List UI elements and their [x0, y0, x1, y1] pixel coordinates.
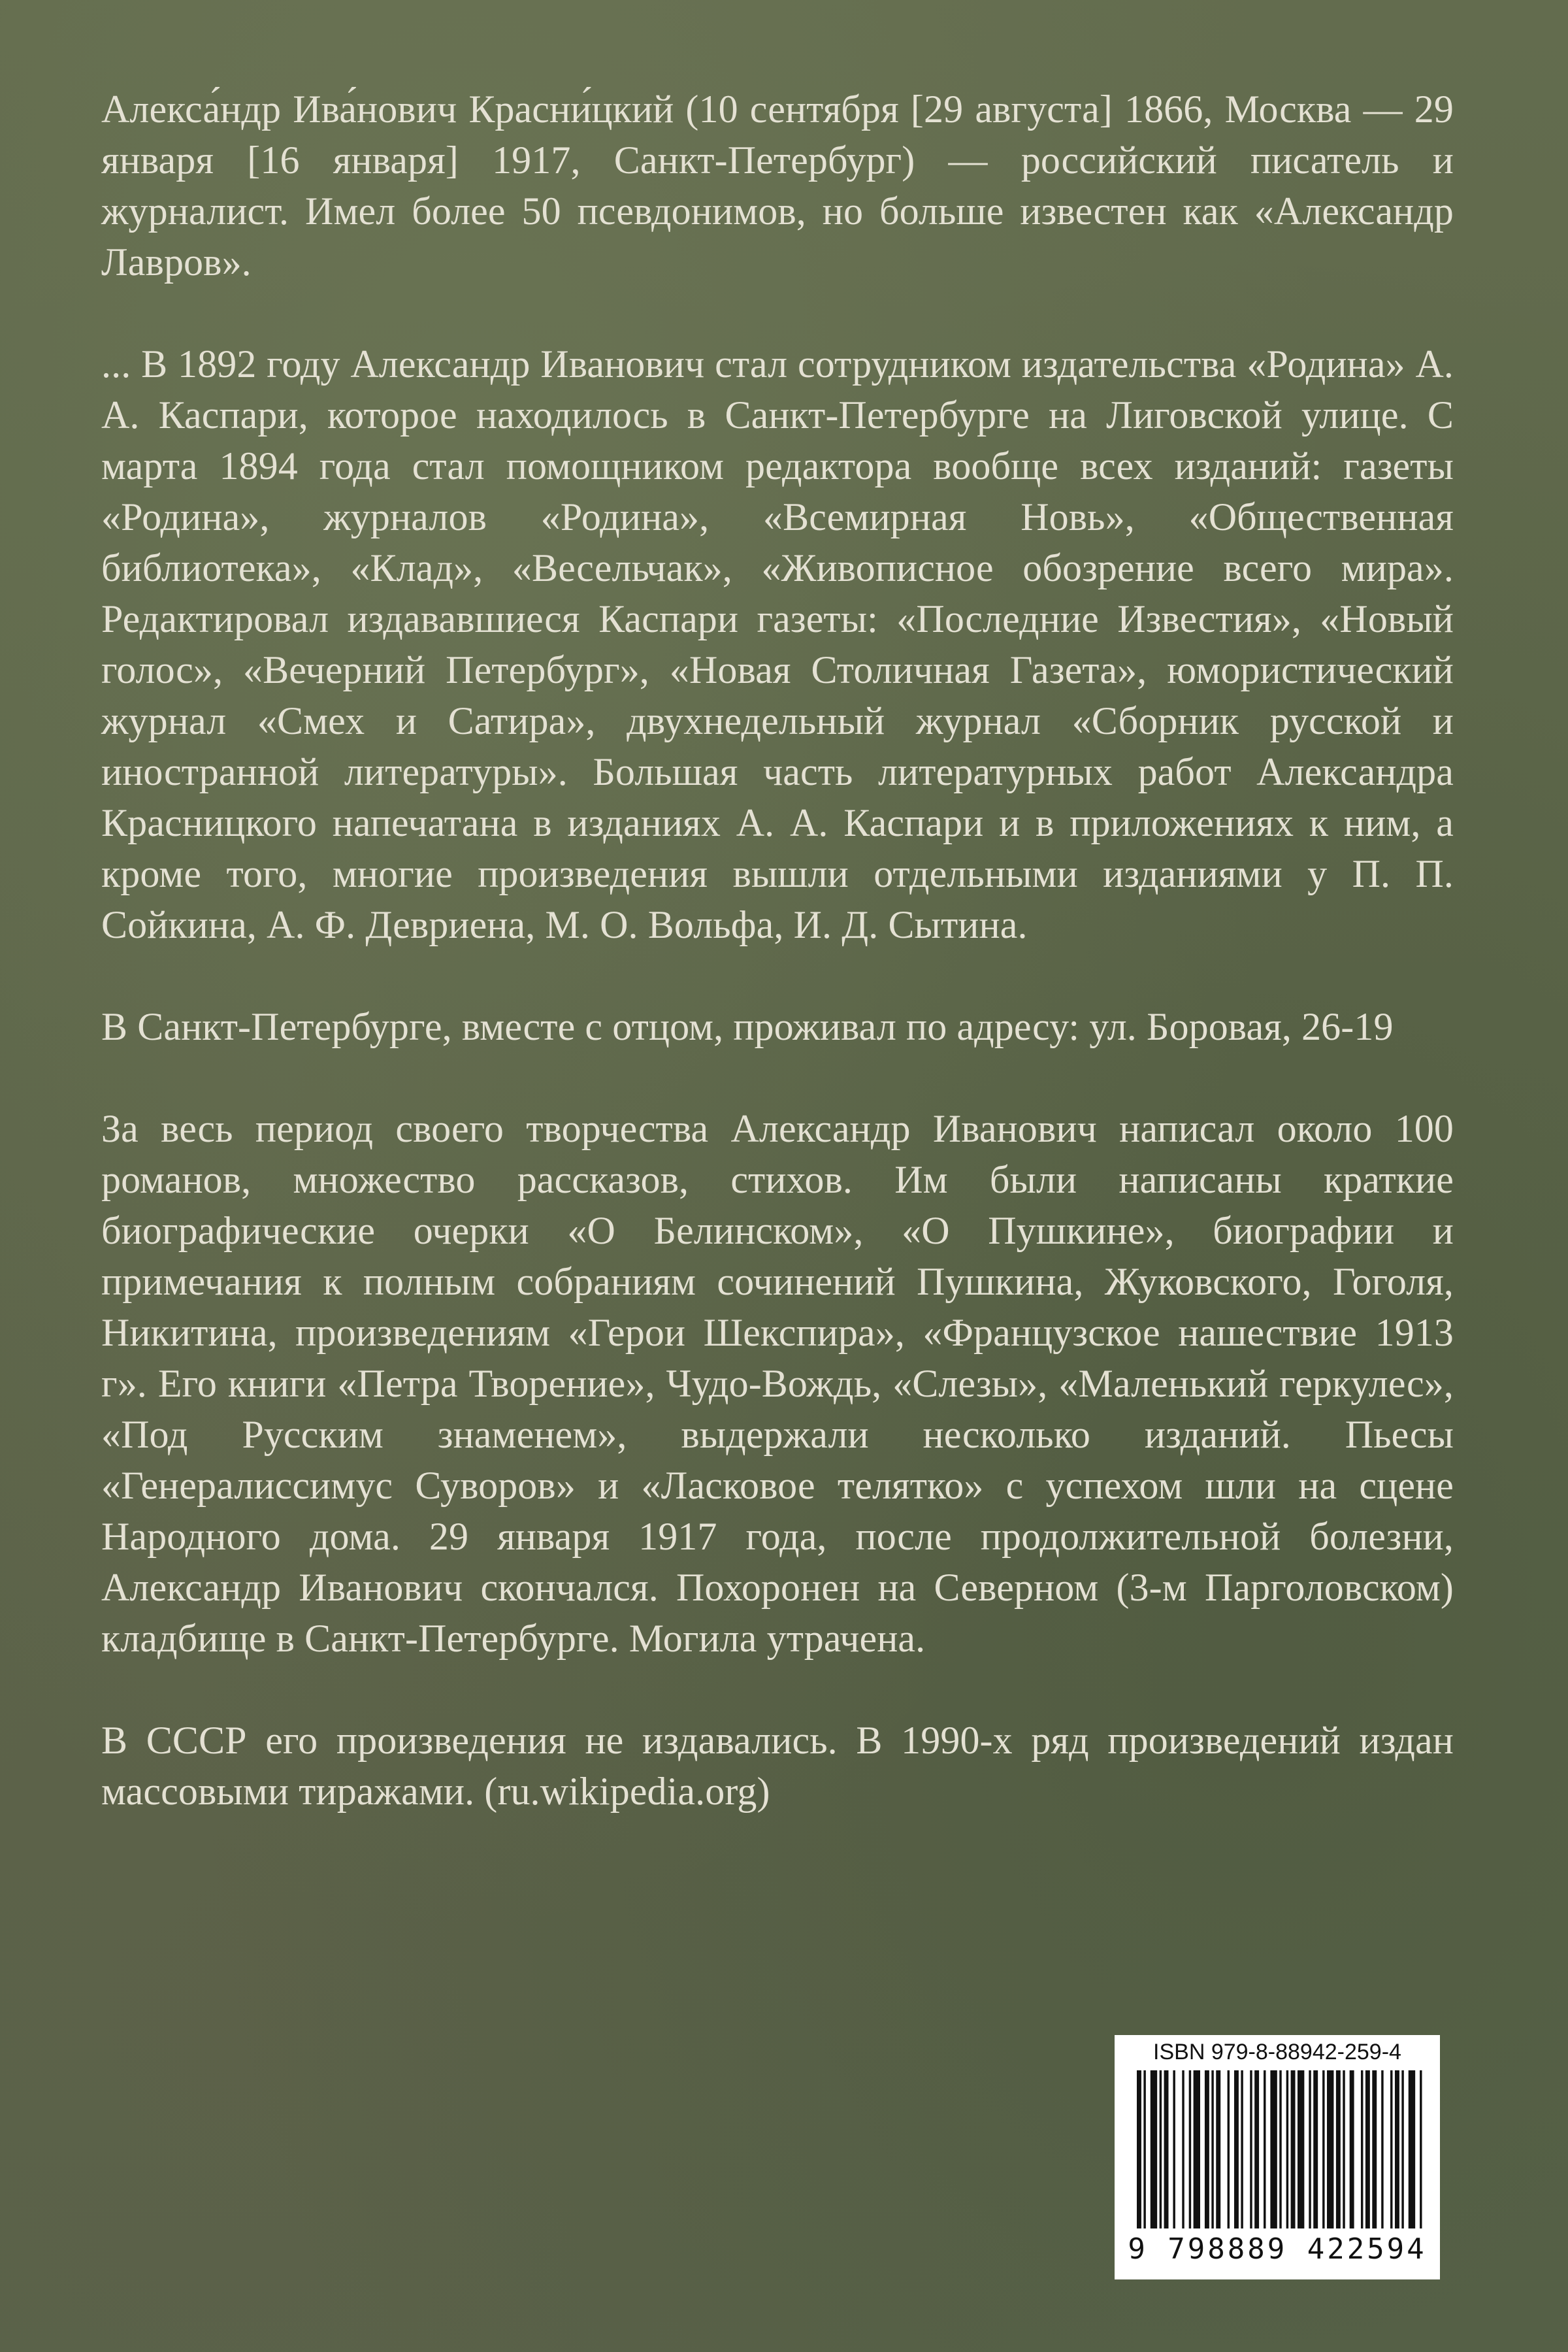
barcode-bar [1143, 2070, 1145, 2228]
barcode-bar [1189, 2070, 1191, 2228]
isbn-barcode [1115, 2035, 1440, 2279]
paragraph-ussr: В СССР его произведения не издавались. В 1990-х ряд произведений издан массовыми тиражами. (ru.wikipedia.org) [101, 1719, 1454, 1813]
barcode-bar [1254, 2070, 1259, 2228]
isbn-label: ISBN 979-8-88942-259-4 [1153, 2040, 1401, 2064]
barcode-bar [1409, 2070, 1415, 2228]
barcode-bar [1182, 2070, 1184, 2228]
barcode-bar [1264, 2070, 1266, 2228]
barcode-bar [1361, 2070, 1363, 2228]
paragraph-address: В Санкт-Петербурге, вместе с отцом, проживал по адресу: ул. Боровая, 26-19 [101, 1005, 1394, 1048]
barcode-bar [1137, 2070, 1141, 2228]
barcode-bar [1343, 2070, 1345, 2228]
barcode-bar [1164, 2070, 1169, 2228]
barcode-bar [1401, 2070, 1403, 2228]
barcode-bar [1365, 2070, 1370, 2228]
barcode-bar [1322, 2070, 1324, 2228]
barcode-bar [1194, 2070, 1200, 2228]
barcode-bar [1291, 2070, 1296, 2228]
barcode-bar [1241, 2070, 1243, 2228]
barcode-bar [1327, 2070, 1333, 2228]
barcode-bar [1211, 2070, 1213, 2228]
barcode-bar [1228, 2070, 1230, 2228]
barcode-bars [1137, 2070, 1424, 2228]
barcode-bars-graphic [1137, 2070, 1424, 2228]
barcode-bar [1286, 2070, 1288, 2228]
barcode-bar [1216, 2070, 1220, 2228]
barcode-bar [1250, 2070, 1252, 2228]
barcode-bar [1395, 2070, 1399, 2228]
barcode-bar [1390, 2070, 1392, 2228]
barcode-bar [1173, 2070, 1175, 2228]
barcode-bar [1350, 2070, 1354, 2228]
barcode-digits: 9 798889 422594 [1128, 2232, 1427, 2266]
barcode-bar [1298, 2070, 1304, 2228]
paragraph-works: За весь период своего творчества Александр Иванович написал около 100 романов, множество рассказов, стихов. Им были написаны краткие биографические очерки «О Белинском», «О Пушкине», биографии и примечания к полным собраниям сочинений Пушкина, Жуковского, Гоголя, Никитина, произведениям «Герои Шекспира», «Французское нашествие 1913 г». Его книги «Петра Творение», Чудо-Вождь, «Слезы», «Маленький геркулес», «Под Русским знаменем», выдержали несколько изданий. Пьесы «Генералиссимус Суворов» и «Ласковое телятко» с успехом шли на сцене Народного дома. 29 января 1917 года, после продолжительной болезни, Александр Иванович скончался. Похоронен на Северном (3-м Парголовском) кладбище в Санкт-Петербурге. Могила утрачена. [101, 1107, 1454, 1660]
paragraph-career: ... В 1892 году Александр Иванович стал сотрудником издательства «Родина» А. А. Каспари, которое находилось в Санкт-Петербурге на Лиговской улице. С марта 1894 года стал помощником редактора вообще всех изданий: газеты «Родина», журналов «Родина», «Всемирная Новь», «Общественная библиотека», «Клад», «Весельчак», «Живописное обозрение всего мира». Редактировал издававшиеся Каспари газеты: «Последние Известия», «Новый голос», «Вечерний Петербург», «Новая Столичная Газета», юмористический журнал «Смех и Сатира», двухнедельный журнал «Сборник русской и иностранной литературы». Большая часть литературных работ Александра Красницкого напечатана в изданиях А. А. Каспари и в приложениях к ним, а кроме того, многие произведения вышли отдельными изданиями у П. П. Сойкина, А. Ф. Девриена, М. О. Вольфа, И. Д. Сытина. [101, 342, 1454, 946]
barcode-bar [1313, 2070, 1318, 2228]
barcode-bar [1270, 2070, 1277, 2228]
barcode-bar [1372, 2070, 1377, 2228]
annotation-text [101, 84, 1454, 1868]
barcode-bar [1381, 2070, 1383, 2228]
barcode-bar [1420, 2070, 1422, 2228]
barcode-bar [1336, 2070, 1341, 2228]
barcode-bar [1205, 2070, 1209, 2228]
paragraph-biography: Алекса́ндр Ива́нович Красни́цкий (10 сентября [29 августа] 1866, Москва — 29 января [16 января] 1917, Санкт-Петербург) — российский писатель и журналист. Имел более 50 псевдонимов, но больше известен как «Александр Лавров». [101, 88, 1454, 284]
barcode-bar [1160, 2070, 1162, 2228]
barcode-bar [1234, 2070, 1239, 2228]
barcode-bar [1151, 2070, 1157, 2228]
barcode-bar [1309, 2070, 1311, 2228]
barcode-bar [1279, 2070, 1281, 2228]
